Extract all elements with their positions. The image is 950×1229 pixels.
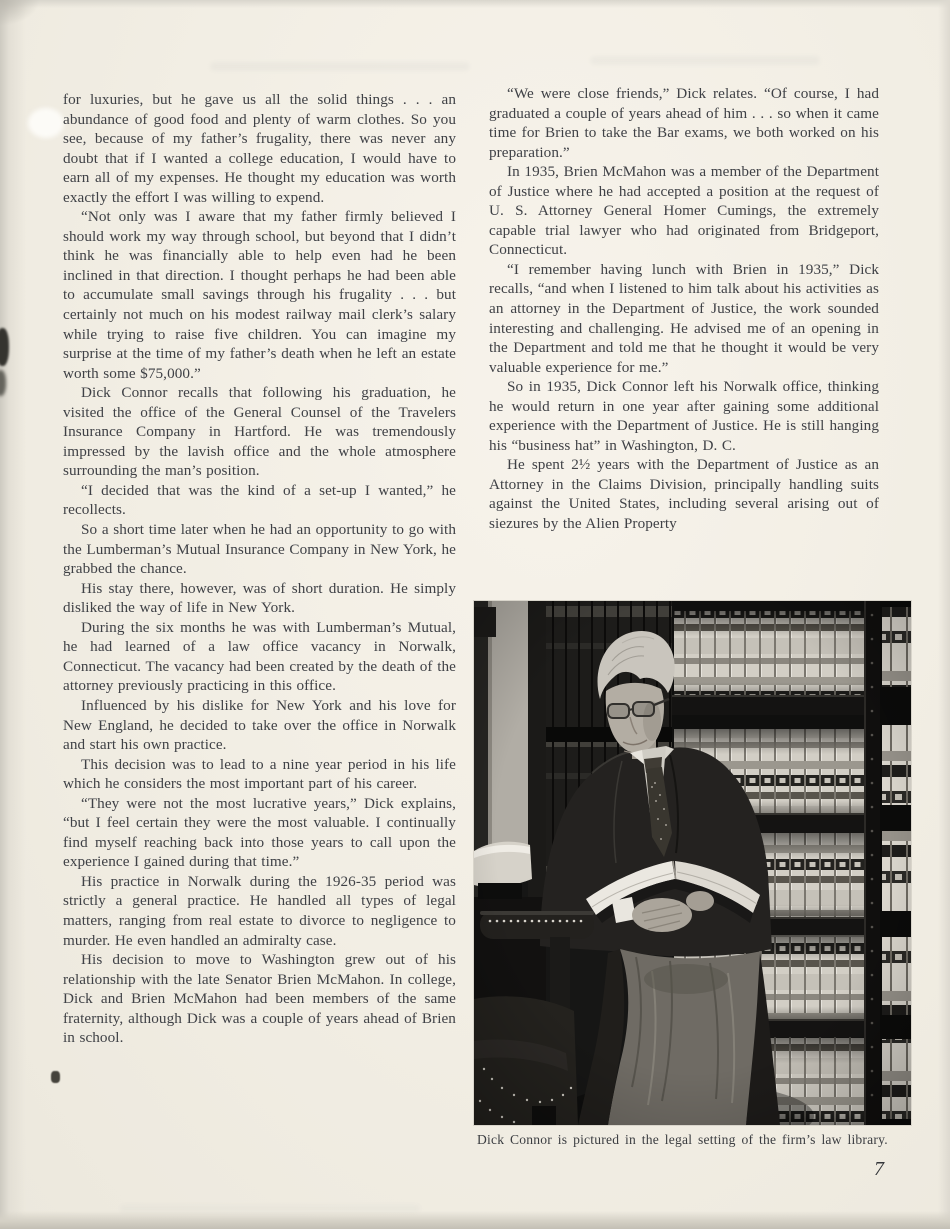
paragraph: Dick Connor recalls that following his graduation, he visited the office of the General Counsel of the Travelers Insurance Company in Hartford. He was tremendously impressed by the lavish office and the whole atmosphere surrounding the man’s position. bbox=[63, 384, 456, 480]
paragraph: So a short time later when he had an opportunity to go with the Lumberman’s Mutual Insurance Company in New York, he grabbed the chance. bbox=[63, 521, 456, 578]
scan-edge-right bbox=[938, 0, 950, 1229]
paragraph: He spent 2½ years with the Department of Justice as an Attorney in the Claims Division, principally handling suits against the United States, including several arising out of siezures by the Alien Property bbox=[489, 456, 879, 533]
paragraph: “We were close friends,” Dick relates. “Of course, I had graduated a couple of years ahead of him . . . so when it came time for Brien to take the Bar exams, we both worked on his preparation.” bbox=[489, 85, 879, 161]
law-library-photo-illustration bbox=[474, 601, 911, 1125]
paragraph: This decision was to lead to a nine year period in his life which he considers the most important part of his career. bbox=[63, 755, 456, 793]
paragraph: During the six months he was with Lumberman’s Mutual, he had learned of a law office vacancy in Norwalk, Connecticut. The vacancy had been created by the death of the attorney previously practicing in this office. bbox=[63, 618, 456, 695]
scan-edge-bottom bbox=[0, 1211, 950, 1229]
paragraph: In 1935, Brien McMahon was a member of the Department of Justice where he had accepted a position at the request of U. S. Attorney General Homer Cumings, the extremely capable trial lawyer who had originated from Bridgeport, Connecticut. bbox=[489, 163, 879, 259]
scan-edge-top bbox=[0, 0, 950, 8]
paragraph: His stay there, however, was of short duration. He simply disliked the way of life in New York. bbox=[63, 579, 456, 617]
photo-dick-connor-law-library bbox=[474, 601, 911, 1125]
scan-corner-shadow bbox=[0, 0, 40, 26]
bleedthrough-ghost bbox=[120, 1205, 420, 1212]
ink-smudge bbox=[51, 1071, 60, 1083]
photo-caption: Dick Connor is pictured in the legal setting of the firm’s law library. bbox=[477, 1132, 888, 1147]
paragraph: “Not only was I aware that my father firmly believed I should work my way through school, but beyond that I didn’t think he was financially able to help even had he been inclined in that direction. I thought perhaps he had been able to accumulate small savings through his frugality . . . but certainly not much on his modest railway mail clerk’s salary while trying to raise five children. You can imagine my surprise at the time of my father’s death when he left an estate worth some $75,000.” bbox=[63, 208, 456, 382]
paragraph: So in 1935, Dick Connor left his Norwalk office, thinking he would return in one year after gaining some additional experience with the Department of Justice. He is still hanging his “business hat” in Washington, D. C. bbox=[489, 378, 879, 454]
paragraph: “They were not the most lucrative years,” Dick explains, “but I feel certain they were the most valuable. I continually find myself reaching back into those years to call upon the experience I gained during that time.” bbox=[63, 794, 456, 871]
right-column bbox=[489, 84, 879, 534]
page-number: 7 bbox=[874, 1158, 884, 1180]
paragraph: Influenced by his dislike for New York and his love for New England, he decided to take over the office in Norwalk and start his own practice. bbox=[63, 696, 456, 754]
paragraph: “I decided that was the kind of a set-up I wanted,” he recollects. bbox=[63, 481, 456, 519]
scan-edge-left bbox=[0, 0, 26, 1229]
paragraph: His decision to move to Washington grew out of his relationship with the late Senator Brien McMahon. In college, Dick and Brien McMahon had been members of the same fraternity, although Dick was a couple of years ahead of Brien in school. bbox=[63, 951, 456, 1047]
bleedthrough-ghost bbox=[590, 56, 820, 65]
bleedthrough-ghost bbox=[210, 62, 470, 71]
paragraph: “I remember having lunch with Brien in 1935,” Dick recalls, “and when I listened to him talk about his activities as an attorney in the Department of Justice, the work sounded interesting and challenging. He advised me of an opening in the Department and told me that he thought it would be very valuable experience for me.” bbox=[489, 260, 879, 376]
paper-blemish bbox=[28, 108, 64, 138]
left-column bbox=[63, 90, 456, 1048]
paragraph: for luxuries, but he gave us all the solid things . . . an abundance of good food and plenty of warm clothes. So you see, because of my father’s frugality, there was never any doubt that if I wanted a college education, I would have to earn all of my expenses. He thought my education was worth exactly the effort I was willing to expend. bbox=[63, 91, 456, 206]
paragraph: His practice in Norwalk during the 1926-35 period was strictly a general practice. He handled all types of legal matters, ranging from real estate to divorce to negligence to murder. He even handled an admiralty case. bbox=[63, 872, 456, 949]
